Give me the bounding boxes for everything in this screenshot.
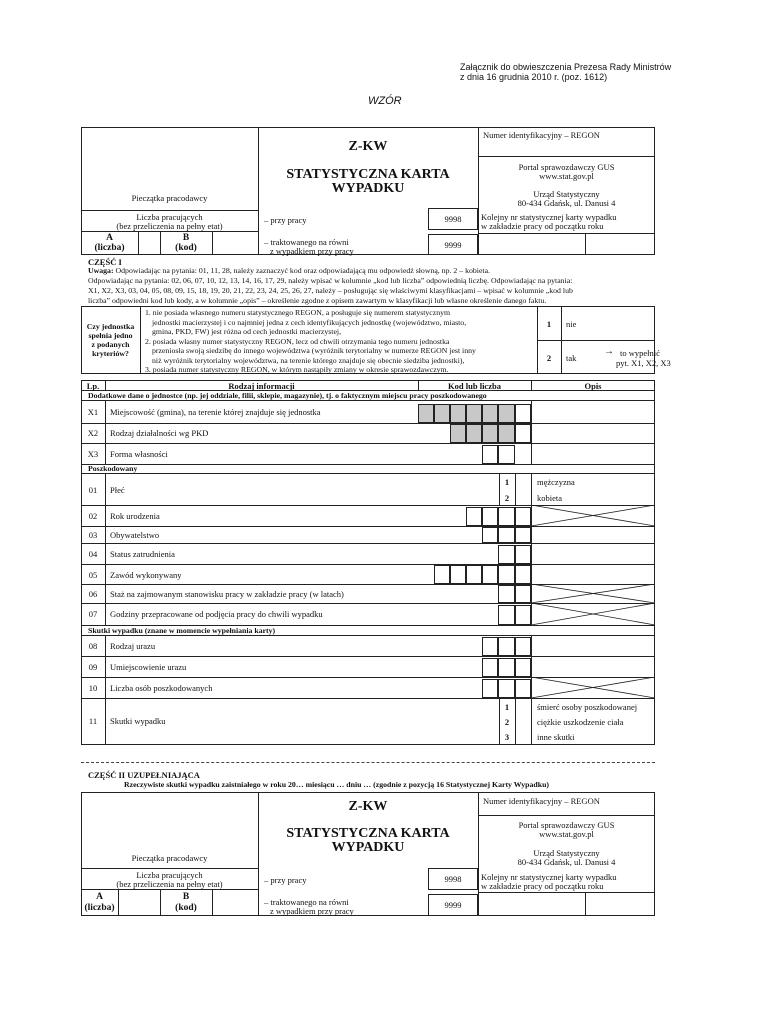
col-type: Rodzaj informacji	[228, 381, 295, 391]
code-11-3[interactable]: 3	[504, 732, 510, 742]
criteria-line: jednostki macierzystej i co najmniej jedna z cech identyfikujących jednostkę (województwo, miasto,	[152, 317, 467, 327]
label-11: Skutki wypadku	[110, 716, 166, 726]
criteria-question-4: kryteriów?	[92, 349, 129, 358]
opt-11-2: ciężkie uszkodzenie ciała	[537, 717, 624, 727]
label-03: Obywatelstwo	[110, 530, 160, 540]
section-extra: Dodatkowe dane o jednostce (np. jej oddziale, filii, sklepie, magazynie), tj. o faktycznym miejscu pracy poszkodowanego	[88, 391, 487, 400]
part1-heading: CZĘŚĆ I	[88, 257, 122, 267]
lp-02: 02	[88, 511, 98, 521]
employees-label-2-1: Liczba pracujących	[136, 870, 203, 880]
lp-05: 05	[88, 570, 98, 580]
label-04: Status zatrudnienia	[110, 549, 175, 559]
label-x1: Miejscowość (gmina), na terenie której znajduje się jednostka	[110, 407, 321, 417]
criteria-question-3: z podanych	[91, 340, 130, 349]
form-code: Z-KW	[348, 139, 388, 154]
form-title-1: STATYSTYCZNA KARTA	[286, 167, 450, 182]
card-no-2-1: Kolejny nr statystycznej karty wypadku	[481, 872, 617, 882]
form-code-2: Z-KW	[348, 799, 388, 814]
part2-subtitle: Rzeczywiste skutki wypadku zaistniałego w roku 20… miesiącu … dniu … (zgodnie z pozycją 16 Statystycznej Karty Wypadku)	[124, 780, 550, 789]
form-title-2-2: WYPADKU	[331, 840, 405, 855]
criteria-line: gmina, PKD, FW) jest różna od cech jednostki macierzystej,	[152, 327, 342, 336]
code-11-1[interactable]: 1	[504, 702, 510, 712]
opt-01-2: kobieta	[537, 493, 563, 503]
criteria-line: 3. posiada numer statystyczny REGON, w którym nastąpiły zmiany w okresie sprawozdawczym.	[145, 365, 449, 374]
criteria-question-2: spełnia jedno	[88, 331, 133, 340]
a-label: A	[106, 233, 113, 243]
equal-label-2-2: z wypadkiem przy pracy	[270, 906, 354, 916]
code-11-2[interactable]: 2	[504, 717, 510, 727]
card-no-2-2: w zakładzie pracy od początku roku	[481, 881, 604, 891]
part1-note-1: Uwaga: Odpowiadając na pytania: 01, 11, 28, należy zaznaczyć kod oraz odpowiadającą mu odpowiedź słowną, np. 2 – kobieta.	[88, 266, 490, 275]
lp-10: 10	[88, 683, 98, 693]
opt-11-1: śmierć osoby poszkodowanej	[537, 702, 638, 712]
lp-04: 04	[88, 549, 98, 559]
lp-09: 09	[88, 662, 98, 672]
lp-03: 03	[88, 530, 98, 540]
opt-01-1: mężczyzna	[537, 477, 575, 487]
portal-1: Portal sprawozdawczy GUS	[518, 162, 615, 172]
label-02: Rok urodzenia	[110, 511, 160, 521]
form-title-2-1: STATYSTYCZNA KARTA	[286, 826, 450, 841]
office-2-2: 80-434 Gdańsk, ul. Danusi 4	[517, 857, 616, 867]
annex-line-1: Załącznik do obwieszczenia Prezesa Rady Ministrów	[460, 62, 672, 72]
stamp-label: Pieczątka pracodawcy	[131, 193, 208, 203]
office-2: 80-434 Gdańsk, ul. Danusi 4	[517, 198, 616, 208]
part1-note-3: X1, X2, X3, 03, 04, 05, 08, 09, 15, 18, 19, 20, 21, 22, 23, 24, 25, 26, 27, należy – posługując się właściwymi klasyfikacjami – wpisać w kolumnie „kod lub	[88, 286, 573, 295]
stamp-label-2: Pieczątka pracodawcy	[131, 853, 208, 863]
b-sub-2: (kod)	[175, 903, 197, 913]
label-07: Godziny przepracowane od podjęcia pracy do chwili wypadku	[110, 609, 323, 619]
lp-07: 07	[88, 609, 98, 619]
lp-01: 01	[88, 485, 98, 495]
col-desc: Opis	[584, 381, 602, 391]
label-05: Zawód wykonywany	[110, 570, 182, 580]
employees-label-2: (bez przeliczenia na pełny etat)	[116, 221, 223, 231]
criteria-line: 2. posiada własny numer statystyczny REGON, lecz od chwili otrzymania tego numeru jednostka	[145, 336, 450, 346]
label-x2: Rodzaj działalności wg PKD	[110, 428, 209, 438]
criteria-line: 1. nie posiada własnego numeru statystycznego REGON, a posługuje się numerem statystycznym	[145, 308, 451, 317]
criteria-line: niż wyróżnik terytorialny województwa, na terenie którego znajduje się obecnie siedziba jednostki),	[152, 355, 465, 365]
code-9999-2: 9999	[444, 900, 462, 910]
part1-note-4: liczba” odpowiedni kod lub kody, a w kolumnie „opis” – określenie zgodne z opisem zawartym w klasyfikacji lub własne określenie danego faktu.	[88, 296, 547, 305]
part1-note-2: Odpowiadając na pytania: 02, 06, 07, 10, 12, 13, 14, 16, 17, 29, należy wpisać w kolumnie „kod lub liczba” odpowiednią liczbę. Odpowiadając na pytania:	[88, 276, 573, 285]
crossed-out-cell	[531, 603, 655, 625]
criteria-opt1-code[interactable]: 1	[546, 319, 552, 329]
at-work-label-2: – przy pracy	[264, 875, 307, 885]
criteria-opt2-label: tak	[566, 353, 577, 363]
criteria-opt2-code[interactable]: 2	[546, 353, 552, 363]
label-01: Płeć	[110, 485, 125, 495]
lp-11: 11	[88, 716, 98, 726]
lp-08: 08	[88, 641, 98, 651]
annex-line-2: z dnia 16 grudnia 2010 r. (poz. 1612)	[460, 72, 608, 82]
portal-2-1: Portal sprawozdawczy GUS	[518, 820, 615, 830]
code-9998: 9998	[444, 214, 462, 224]
part2-heading: CZĘŚĆ II UZUPEŁNIAJĄCA	[88, 770, 200, 780]
office-1: Urząd Statystyczny	[533, 189, 600, 199]
label-09: Umiejscowienie urazu	[110, 662, 187, 672]
card-no-1: Kolejny nr statystycznej karty wypadku	[481, 212, 617, 222]
label-10: Liczba osób poszkodowanych	[110, 683, 213, 693]
code-9998-2: 9998	[444, 874, 462, 884]
section-victim: Poszkodowany	[88, 464, 138, 473]
cut-line	[81, 762, 655, 763]
label-x3: Forma własności	[110, 449, 168, 459]
code-01-1[interactable]: 1	[504, 477, 510, 487]
section-effects: Skutki wypadku (znane w momencie wypełniania karty)	[88, 626, 276, 635]
criteria-question-1: Czy jednostka	[86, 322, 135, 331]
b-sub: (kod)	[175, 243, 197, 253]
equal-label-1: – traktowanego na równi	[264, 237, 349, 247]
employees-label-1: Liczba pracujących	[136, 212, 203, 222]
b-label: B	[182, 233, 190, 243]
employees-label-2-2: (bez przeliczenia na pełny etat)	[116, 879, 223, 889]
criteria-fill-1: to wypełnić	[620, 348, 660, 358]
wzor-label: WZÓR	[368, 95, 402, 107]
label-06: Staż na zajmowanym stanowisku pracy w zakładzie pracy (w latach)	[110, 589, 344, 599]
card-no-2: w zakładzie pracy od początku roku	[481, 221, 604, 231]
equal-label-2: z wypadkiem przy pracy	[270, 246, 354, 256]
regon-label: Numer identyfikacyjny – REGON	[483, 130, 600, 140]
b-label-2: B	[182, 892, 190, 902]
a-sub-2: (liczba)	[84, 903, 115, 913]
regon-label-2: Numer identyfikacyjny – REGON	[483, 796, 600, 806]
criteria-fill-2: pyt. X1, X2, X3	[616, 358, 671, 368]
col-lp: Lp.	[86, 381, 100, 391]
crossed-out-cell	[531, 677, 655, 698]
crossed-out-cell	[531, 584, 655, 603]
a-label-2: A	[96, 892, 103, 902]
equal-label-2-1: – traktowanego na równi	[264, 897, 349, 907]
label-08: Rodzaj urazu	[110, 641, 156, 651]
lp-x2: X2	[87, 428, 99, 438]
office-2-1: Urząd Statystyczny	[533, 848, 600, 858]
portal-2-2: www.stat.gov.pl	[539, 829, 594, 839]
opt-11-3: inne skutki	[537, 732, 575, 742]
a-sub: (liczba)	[94, 243, 125, 253]
lp-06: 06	[88, 589, 98, 599]
lp-x1: X1	[87, 407, 99, 417]
criteria-opt1-label: nie	[566, 319, 577, 329]
lp-x3: X3	[87, 449, 99, 459]
form-title-2: WYPADKU	[331, 181, 405, 196]
portal-2: www.stat.gov.pl	[539, 171, 594, 181]
code-9999: 9999	[444, 240, 462, 250]
code-01-2[interactable]: 2	[504, 493, 510, 503]
col-code: Kod lub liczba	[448, 381, 501, 391]
crossed-out-cell	[531, 505, 655, 526]
at-work-label: – przy pracy	[264, 215, 307, 225]
criteria-line: przeniosła swoją siedzibę do innego województwa (wyróżnik terytorialny w numerze REGON jest inny	[152, 346, 476, 355]
arrow-right-icon: →	[604, 346, 614, 357]
